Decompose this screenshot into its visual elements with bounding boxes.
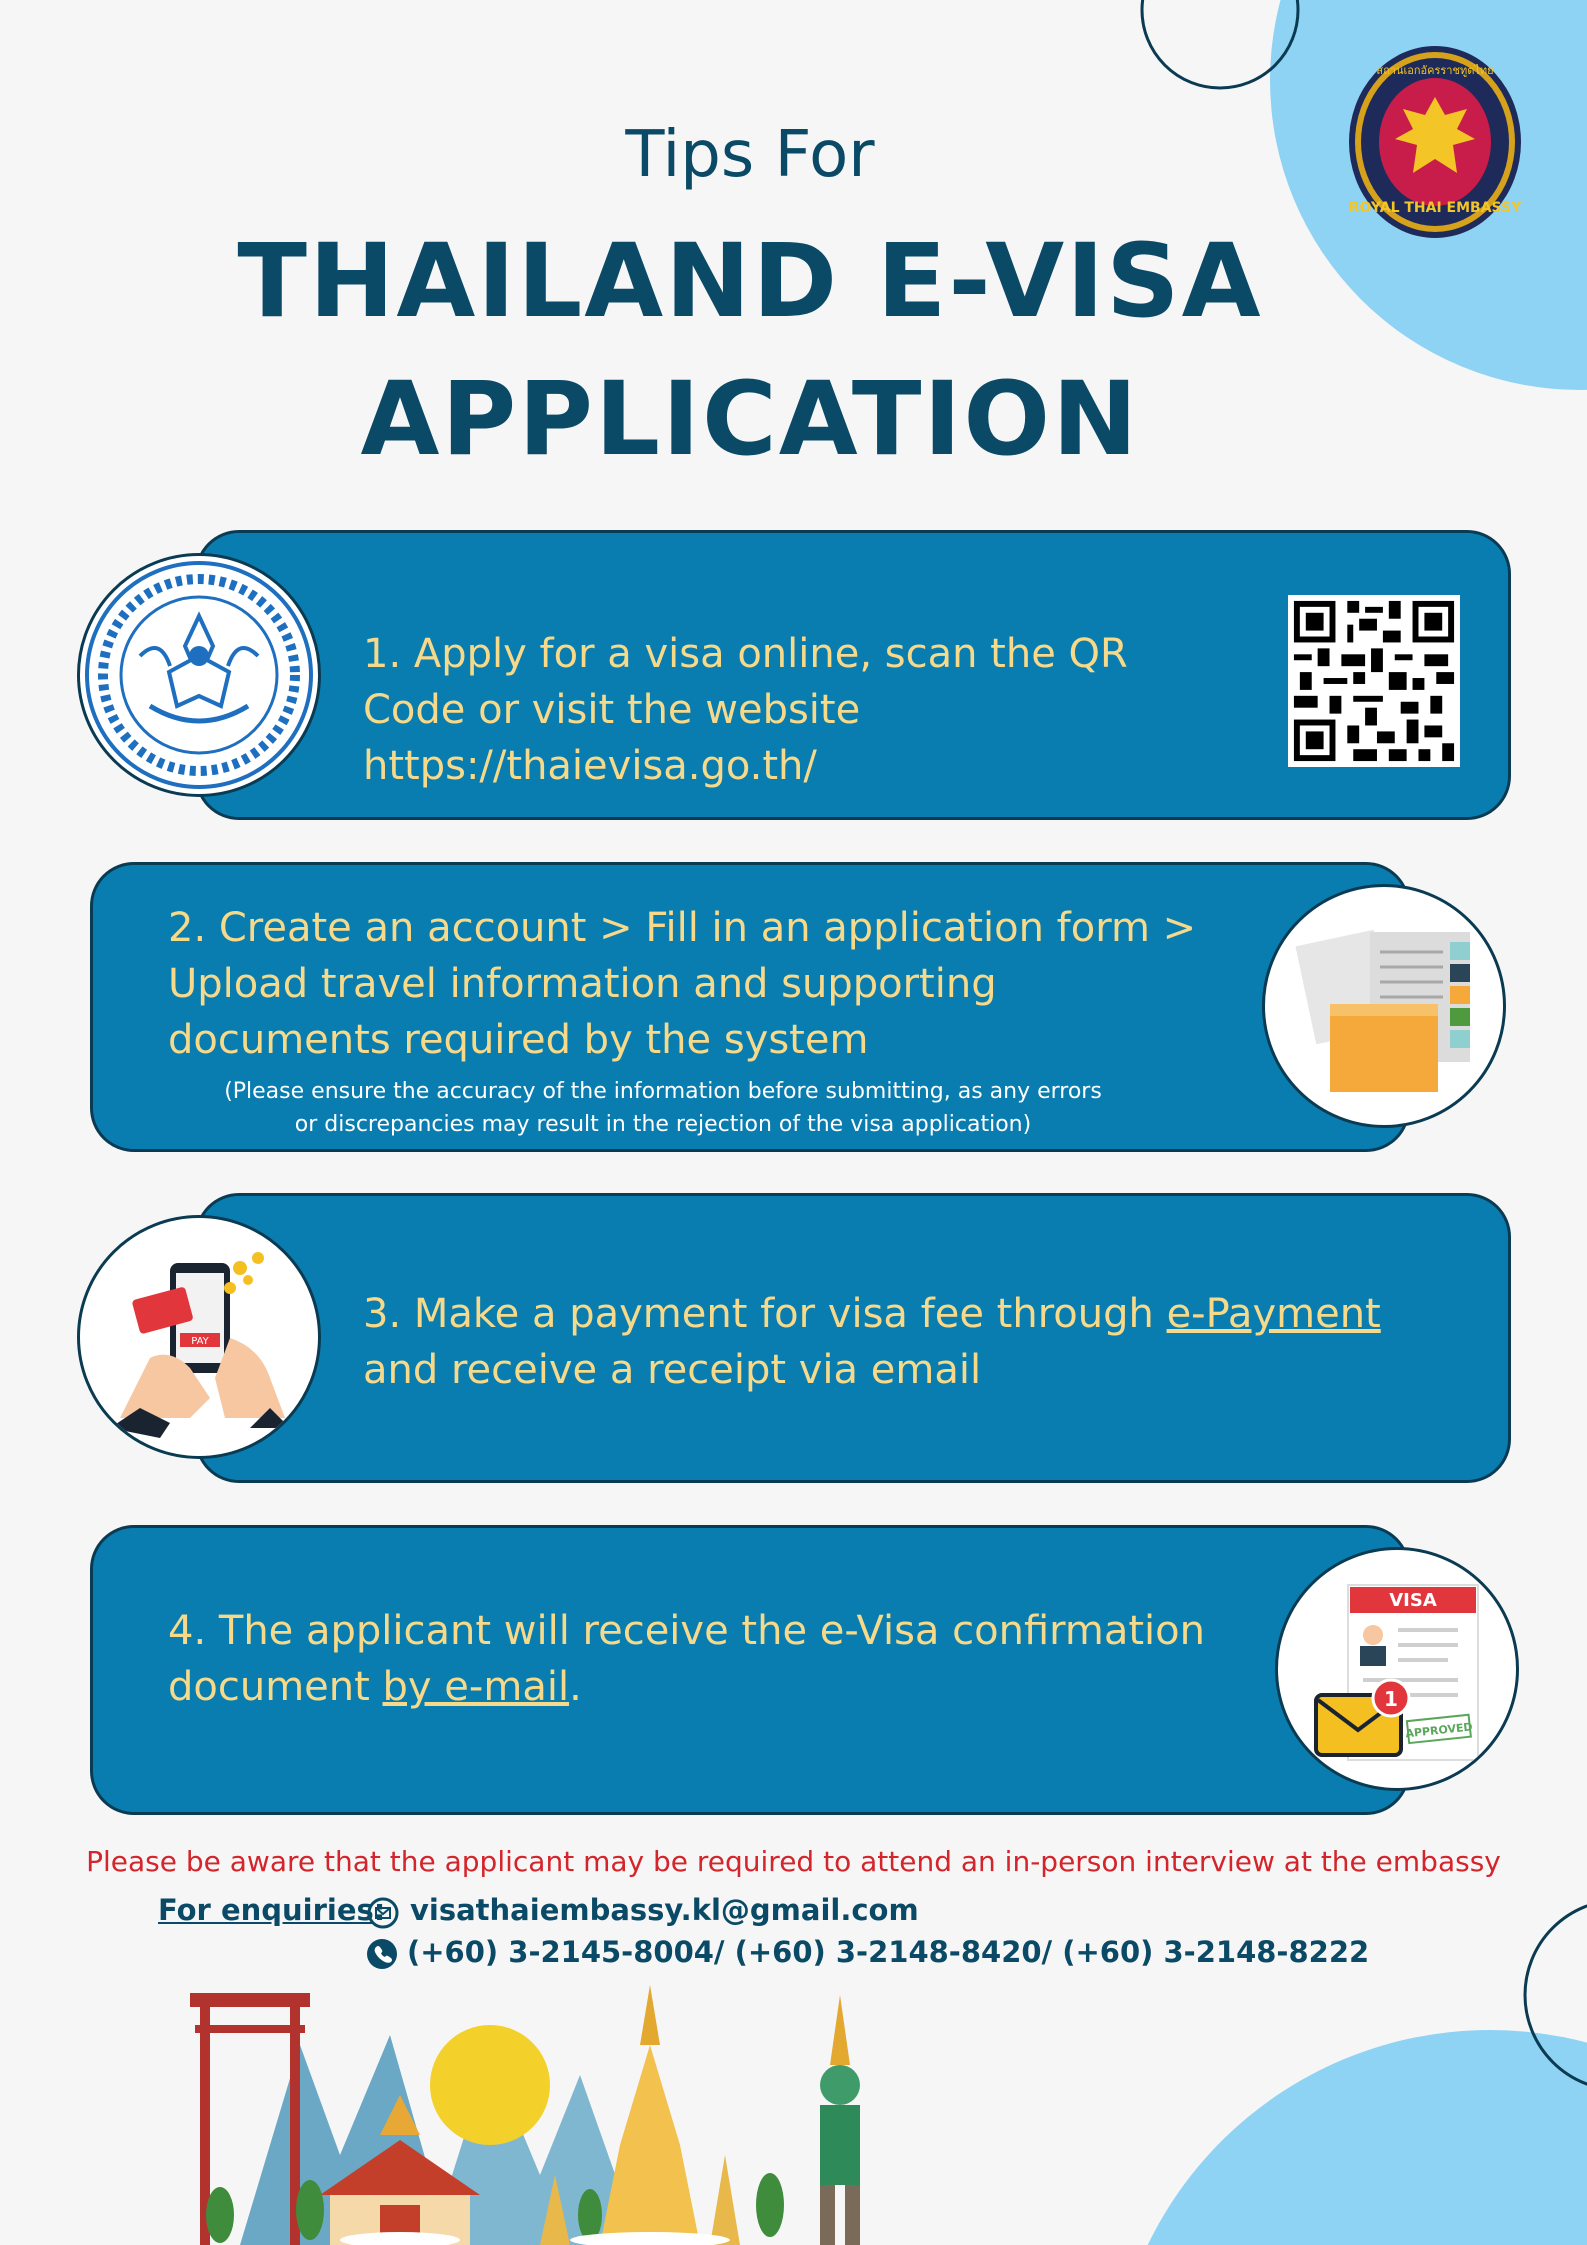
step-2-panel xyxy=(90,862,1410,1152)
step-4-panel xyxy=(90,1525,1410,1815)
subtitle: Tips For xyxy=(625,118,875,192)
e-payment-link[interactable]: e-Payment xyxy=(1166,1291,1381,1337)
page-title-line2: APPLICATION xyxy=(360,360,1140,479)
email-icon xyxy=(366,1896,400,1930)
documents-folder-icon xyxy=(1262,884,1506,1128)
email-address[interactable]: visathaiembassy.kl@gmail.com xyxy=(410,1893,919,1927)
qr-code-icon[interactable] xyxy=(1288,595,1460,767)
step-2-note-line1: (Please ensure the accuracy of the information before submitting, as any errors xyxy=(224,1079,1102,1104)
seal-thai-text: สถานเอกอัครราชทูตไทย xyxy=(1376,64,1494,77)
step-3-text xyxy=(363,1286,1463,1398)
step-3-text-before: 3. Make a payment for visa fee through xyxy=(363,1291,1167,1337)
thai-mfa-emblem-icon xyxy=(77,553,321,797)
visa-approved-email-icon xyxy=(1275,1547,1519,1791)
seal-english-text: ROYAL THAI EMBASSY xyxy=(1348,200,1522,216)
phone-numbers[interactable]: (+60) 3-2145-8004/ (+60) 3-2148-8420/ (+60) 3-2148-8222 xyxy=(407,1935,1370,1969)
interview-warning: Please be aware that the applicant may be required to attend an in-person interview at the embassy xyxy=(86,1845,1501,1878)
enquiries-label: For enquiries xyxy=(158,1893,374,1927)
step-1-text: 1. Apply for a visa online, scan the QR Code or visit the website https://thaievisa.go.th/ xyxy=(363,631,1128,789)
approved-stamp: APPROVED xyxy=(1404,1720,1474,1741)
step-4-text-before: 4. The applicant will receive the e-Visa confirmation document xyxy=(168,1608,1205,1710)
enquiries-colon: : xyxy=(373,1893,386,1927)
notification-count: 1 xyxy=(1384,1687,1398,1711)
step-4-text-after: . xyxy=(569,1664,582,1710)
phone-icon xyxy=(366,1938,398,1970)
step-2-note-line2: or discrepancies may result in the rejection of the visa application) xyxy=(294,1112,1032,1137)
thailand-landmarks-illustration xyxy=(180,1985,1040,2245)
enquiries-line xyxy=(158,1893,385,1927)
step-3-panel xyxy=(195,1193,1511,1483)
mobile-payment-icon xyxy=(77,1215,321,1459)
by-email-link[interactable]: by e-mail xyxy=(382,1664,570,1710)
visa-label: VISA xyxy=(1389,1590,1437,1611)
page-title-line1: THAILAND E-VISA xyxy=(237,222,1263,341)
step-1-panel xyxy=(195,530,1511,820)
step-2-text: 2. Create an account > Fill in an application form > Upload travel information and supporting documents required by the system xyxy=(168,905,1197,1063)
pay-label: PAY xyxy=(191,1336,209,1347)
step-3-text-after: and receive a receipt via email xyxy=(363,1347,982,1393)
step-4-text xyxy=(168,1603,1228,1715)
bottom-right-blob xyxy=(1110,2030,1587,2245)
